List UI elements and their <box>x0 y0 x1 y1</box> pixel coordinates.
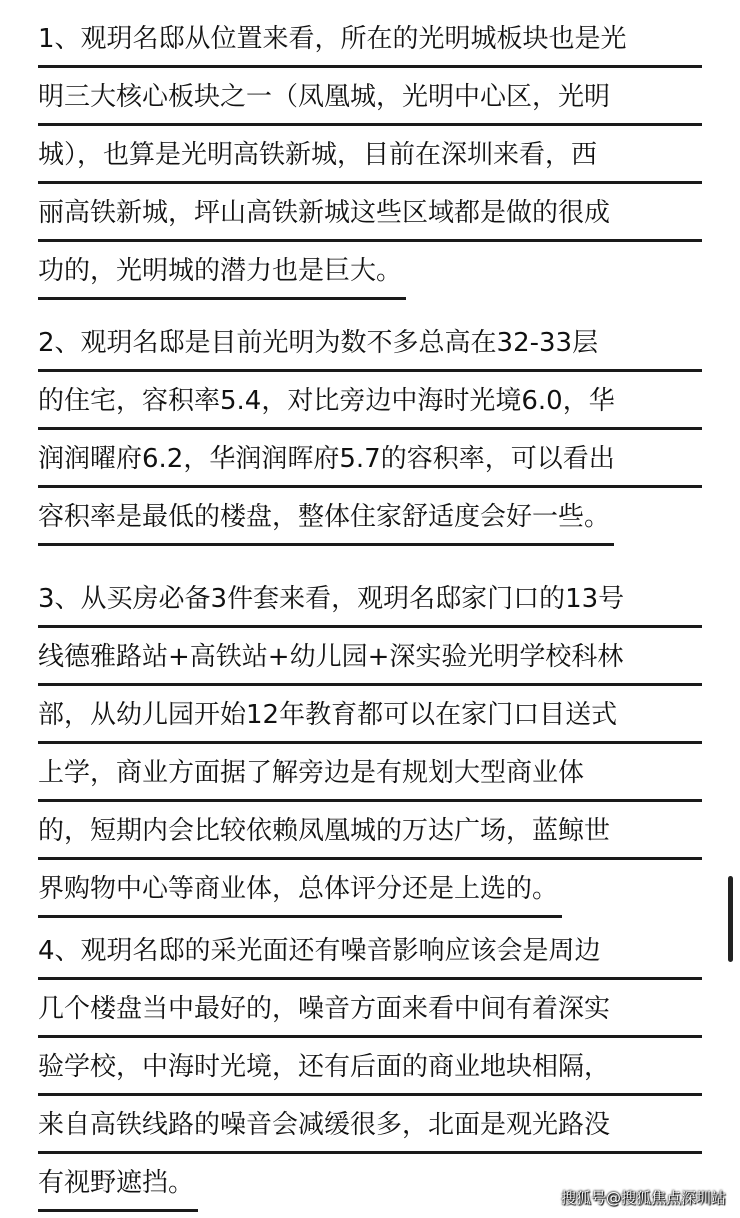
text-line: 1、观玥名邸从位置来看，所在的光明城板块也是光 <box>38 10 702 68</box>
text-line: 3、从买房必备3件套来看，观玥名邸家门口的13号 <box>38 570 702 628</box>
text-line: 界购物中心等商业体，总体评分还是上选的。 <box>38 860 562 918</box>
text-line: 城），也算是光明高铁新城，目前在深圳来看，西 <box>38 126 702 184</box>
text-line: 容积率是最低的楼盘，整体住家舒适度会好一些。 <box>38 488 614 546</box>
text-line: 的，短期内会比较依赖凤凰城的万达广场，蓝鲸世 <box>38 802 702 860</box>
paragraph-3 <box>38 570 702 922</box>
text-line: 几个楼盘当中最好的，噪音方面来看中间有着深实 <box>38 980 702 1038</box>
watermark-text: 搜狐号@搜狐焦点深圳站 <box>560 1189 726 1207</box>
text-line: 线德雅路站+高铁站+幼儿园+深实验光明学校科林 <box>38 628 702 686</box>
text-line: 润润曜府6.2，华润润晖府5.7的容积率，可以看出 <box>38 430 702 488</box>
paragraph-1 <box>38 10 702 304</box>
vertical-scrollbar[interactable] <box>728 876 733 962</box>
text-line: 有视野遮挡。 <box>38 1154 198 1212</box>
text-line: 4、观玥名邸的采光面还有噪音影响应该会是周边 <box>38 922 702 980</box>
text-line: 验学校，中海时光境，还有后面的商业地块相隔， <box>38 1038 702 1096</box>
text-line: 来自高铁线路的噪音会减缓很多，北面是观光路没 <box>38 1096 702 1154</box>
text-line: 2、观玥名邸是目前光明为数不多总高在32-33层 <box>38 314 702 372</box>
text-line: 部，从幼儿园开始12年教育都可以在家门口目送式 <box>38 686 702 744</box>
text-line: 功的，光明城的潜力也是巨大。 <box>38 242 406 300</box>
text-line: 的住宅，容积率5.4，对比旁边中海时光境6.0，华 <box>38 372 702 430</box>
text-line: 明三大核心板块之一（凤凰城，光明中心区，光明 <box>38 68 702 126</box>
paragraph-2 <box>38 314 702 550</box>
paragraph-4 <box>38 922 702 1216</box>
text-line: 丽高铁新城，坪山高铁新城这些区域都是做的很成 <box>38 184 702 242</box>
text-line: 上学，商业方面据了解旁边是有规划大型商业体 <box>38 744 702 802</box>
